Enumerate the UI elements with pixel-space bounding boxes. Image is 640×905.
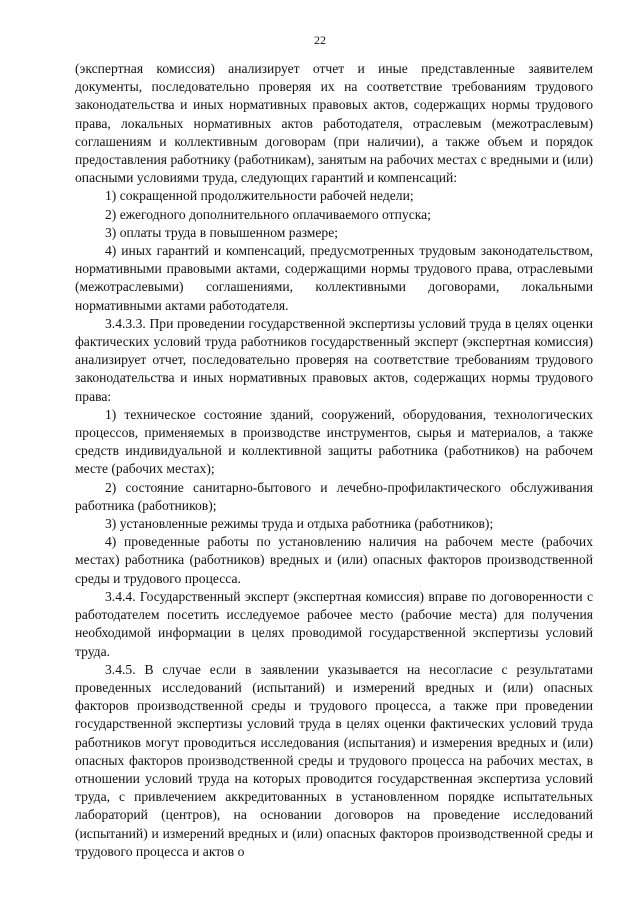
list-item-1-technical-state: 1) техническое состояние зданий, сооружений, оборудования, технологических процессов, применяемых в производстве инструментов, сырья и материалов, а также средств индивидуальной и коллективной защиты работника (работников) на рабочем месте (рабочих местах); bbox=[75, 406, 593, 477]
document-body bbox=[75, 60, 593, 861]
list-item-2-sanitary-state: 2) состояние санитарно-бытового и лечебно-профилактического обслуживания работника (работников); bbox=[75, 479, 593, 513]
paragraph-3-4-5: 3.4.5. В случае если в заявлении указывается на несогласие с результатами проведенных исследований (испытаний) и измерений вредных и (или) опасных факторов производственной среды и трудового процесса, а также при проведении государственной экспертизы условий труда в целях оценки фактических условий труда работников могут проводиться исследования (испытания) и измерения вредных и (или) опасных факторов производственной среды и трудового процесса на рабочих местах, в отношении условий труда на которых проводится государственная экспертиза условий труда, с привлечением аккредитованных в установленном порядке испытательных лабораторий (центров), на основании договоров на проведение исследований (испытаний) и измерений вредных и (или) опасных факторов производственной среды и трудового процесса и актов о bbox=[75, 661, 593, 859]
list-item-3: 3) оплаты труда в повышенном размере; bbox=[105, 224, 339, 240]
paragraph-continuation: (экспертная комиссия) анализирует отчет и иные представленные заявителем документы, последовательно проверяя их на соответствие требованиям трудового законодательства и иных нормативных правовых актов, содержащих нормы трудового права, локальных нормативных актов работодателя, отраслевым (межотраслевым) соглашениям и коллективным договорам (при наличии), а также объем и порядок предоставления работнику (работникам), занятым на рабочих местах с вредными и (или) опасными условиями труда, следующих гарантий и компенсаций: bbox=[75, 61, 593, 186]
list-item-4-hazard-works: 4) проведенные работы по установлению наличия на рабочем месте (рабочих местах) работника (работников) вредных и (или) опасных факторов производственной среды и трудового процесса. bbox=[75, 534, 593, 586]
page-number: 22 bbox=[314, 33, 326, 47]
list-item-2: 2) ежегодного дополнительного оплачиваемого отпуска; bbox=[105, 206, 431, 222]
paragraph-3-4-4: 3.4.4. Государственный эксперт (экспертная комиссия) вправе по договоренности с работодателем посетить исследуемое рабочее место (рабочие места) для получения необходимой информации в целях проводимой государственной экспертизы условий труда. bbox=[75, 588, 593, 659]
list-item-4: 4) иных гарантий и компенсаций, предусмотренных трудовым законодательством, нормативными правовыми актами, содержащими нормы трудового права, отраслевыми (межотраслевыми) соглашениями, коллективными договорами, локальными нормативными актами работодателя. bbox=[75, 243, 593, 313]
list-item-1: 1) сокращенной продолжительности рабочей недели; bbox=[105, 188, 414, 204]
paragraph-3-4-3-3: 3.4.3.3. При проведении государственной экспертизы условий труда в целях оценки фактических условий труда работников государственный эксперт (экспертная комиссия) анализирует отчет, последовательно проверяя на соответствие требованиям трудового законодательства и иных нормативных правовых актов, содержащих нормы трудового права: bbox=[75, 315, 593, 404]
list-item-3-work-rest-regime: 3) установленные режимы труда и отдыха работника (работников); bbox=[105, 516, 494, 532]
